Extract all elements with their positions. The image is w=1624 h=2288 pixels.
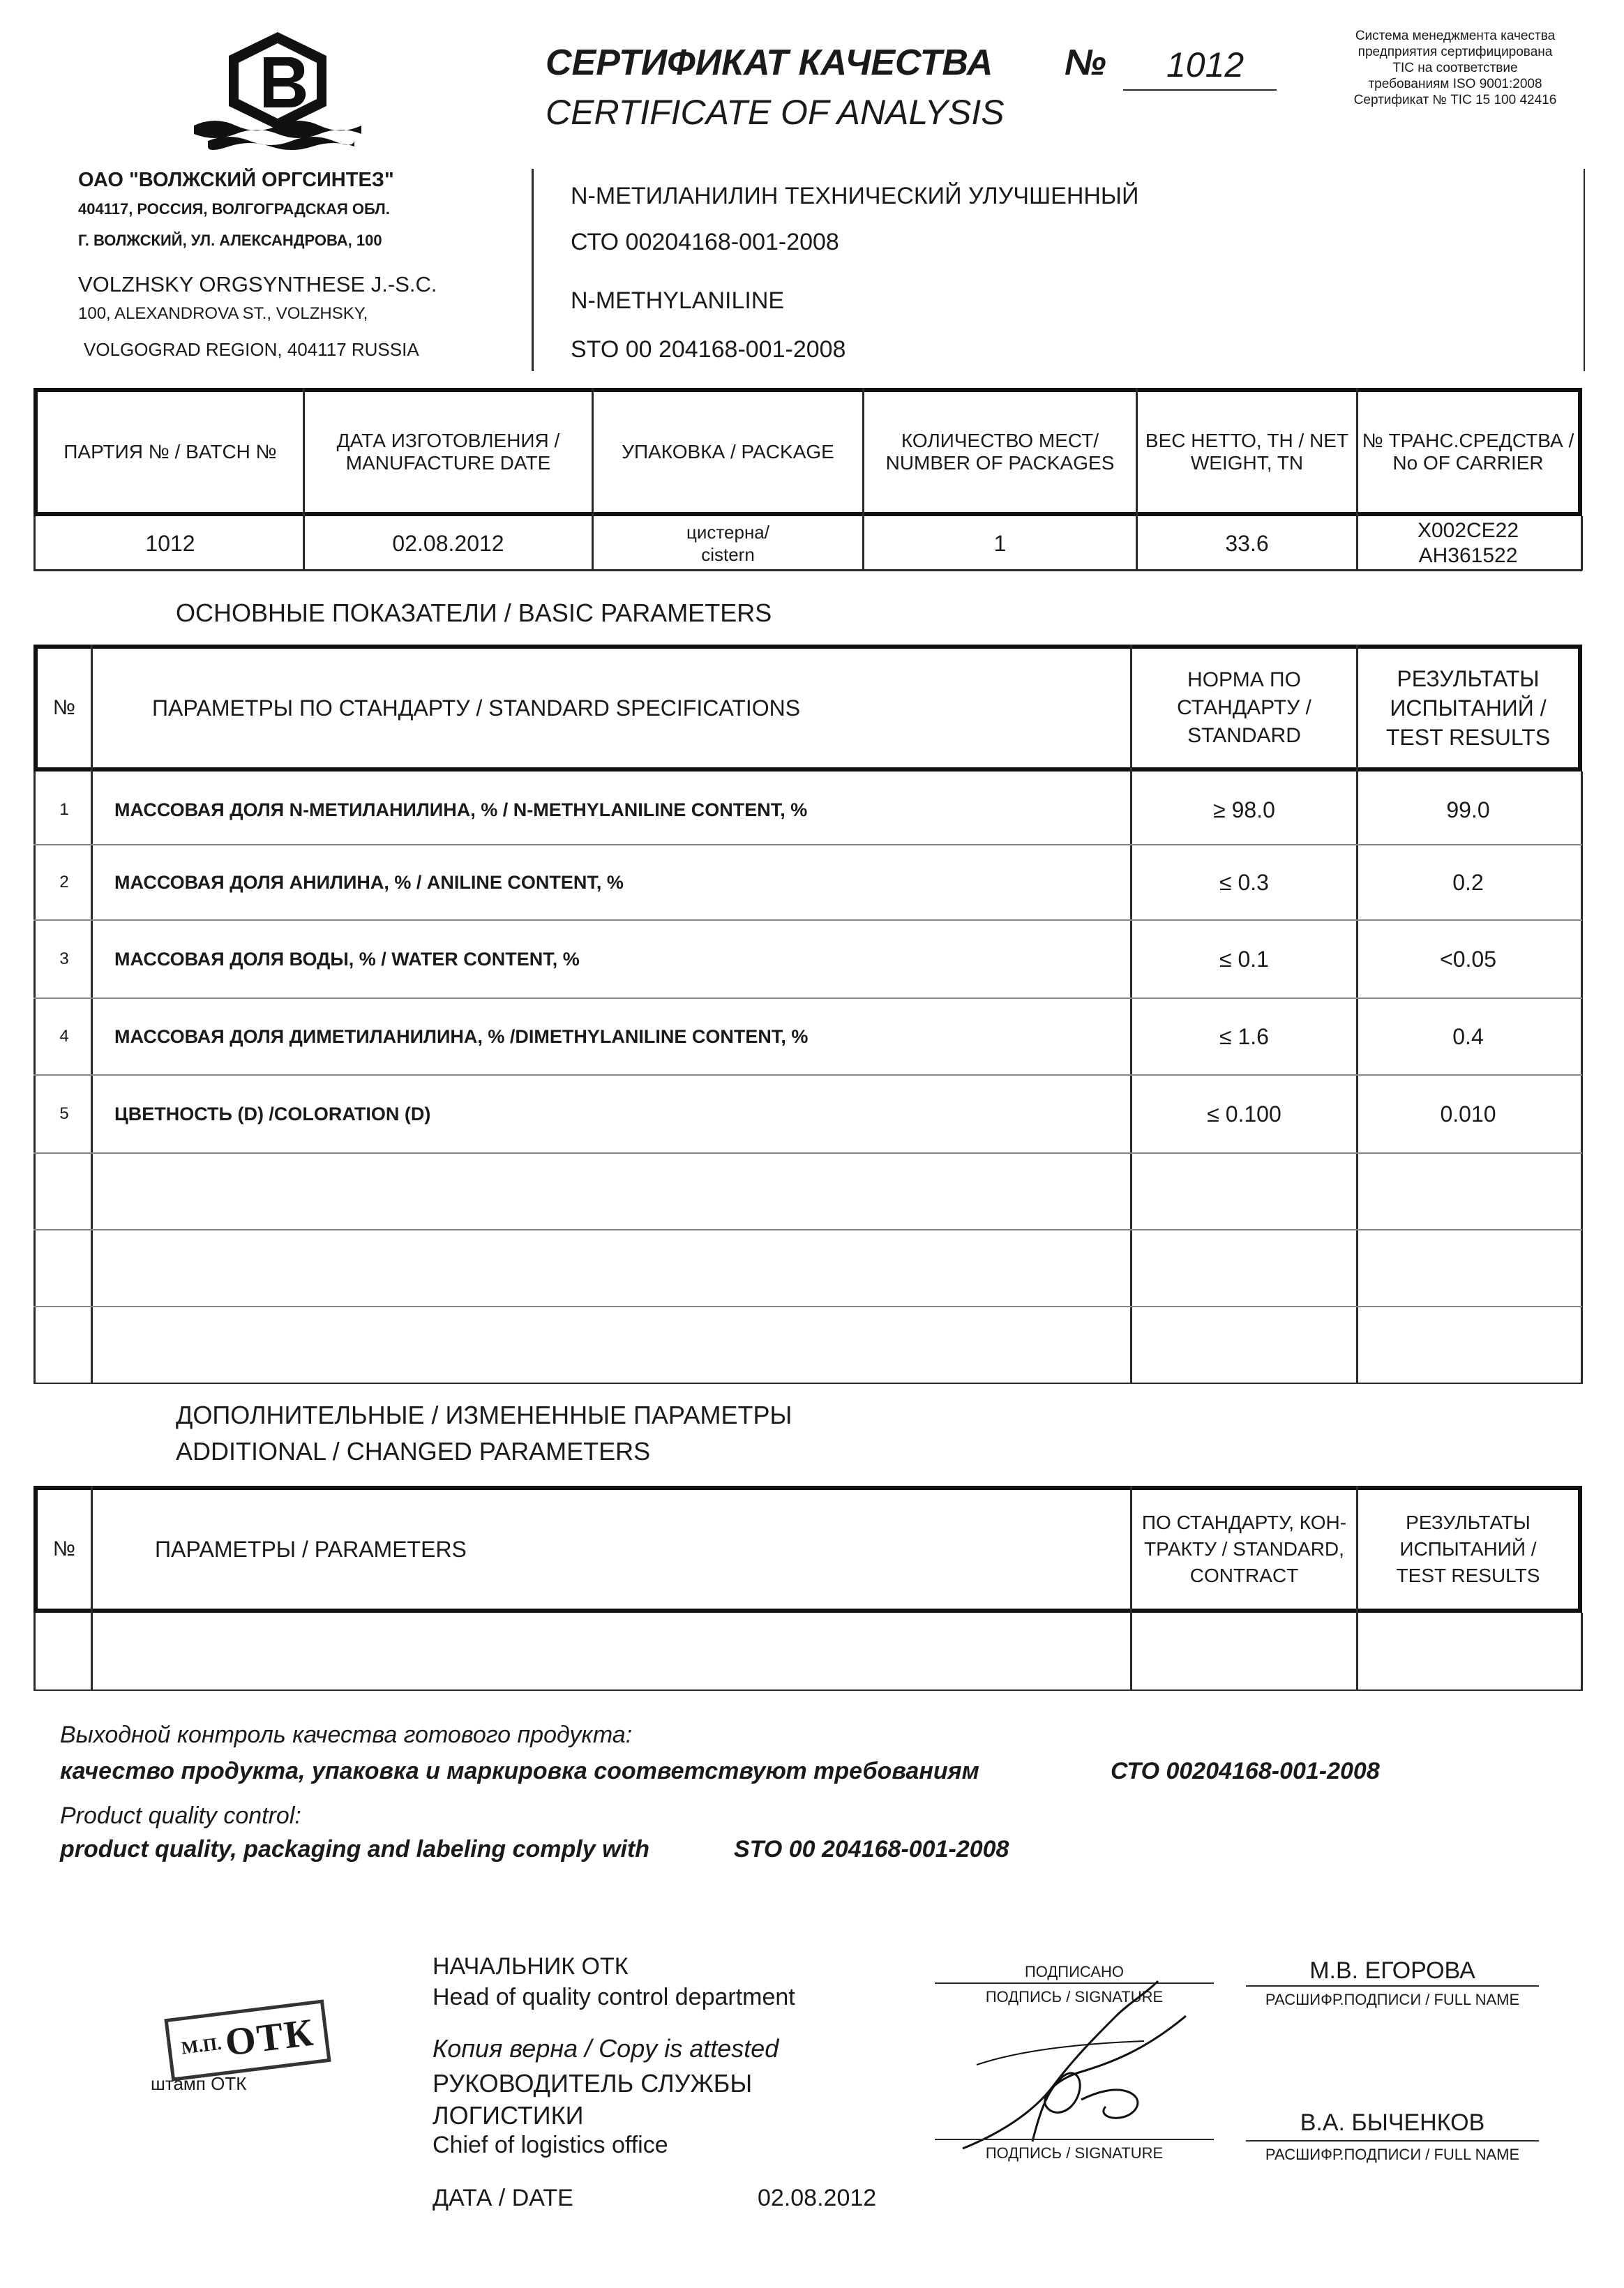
table-row-no: 5 (59, 1104, 69, 1123)
result-header-line: ИСПЫТАНИЙ / (1399, 1538, 1537, 1560)
batch-header-batch-no: ПАРТИЯ № / BATCH № (63, 441, 277, 462)
additional-col-divider (91, 1486, 93, 1691)
control-line-ru-2: качество продукта, упаковка и маркировка соответствуют требованиям (60, 1758, 979, 1784)
result-header-line: РЕЗУЛЬТАТЫ (1406, 1512, 1531, 1533)
batch-header-carrier: № ТРАНС.СРЕДСТВА / No OF CARRIER (1362, 430, 1574, 474)
qc-head-title-ru: НАЧАЛЬНИК ОТК (433, 1953, 629, 1980)
certificate-number: 1012 (1166, 45, 1245, 84)
product-block-divider (532, 169, 534, 371)
date-value: 02.08.2012 (758, 2185, 877, 2211)
table-row-param: ЦВЕТНОСТЬ (D) /COLORATION (D) (114, 1103, 431, 1124)
qc-head-title-en: Head of quality control department (433, 1984, 795, 2010)
product-name-ru: N-МЕТИЛАНИЛИН ТЕХНИЧЕСКИЙ УЛУЧШЕННЫЙ (571, 183, 1139, 209)
qms-line: предприятия сертифицирована (1358, 45, 1553, 59)
control-standard-ru: СТО 00204168-001-2008 (1111, 1758, 1380, 1784)
fullname-label-1: РАСШИФР.ПОДПИСИ / FULL NAME (1265, 1991, 1520, 2008)
carrier-value (1358, 519, 1578, 568)
company-address-en-1: 100, ALEXANDROVA ST., VOLZHSKY, (78, 304, 368, 323)
qms-line: Система менеджмента качества (1355, 29, 1556, 43)
qms-line: TIC на соответствие (1392, 61, 1518, 75)
additional-table-left-edge (33, 1613, 36, 1691)
product-standard-ru: СТО 00204168-001-2008 (571, 229, 839, 255)
row-divider (33, 1229, 1582, 1230)
stamp-otk: ОТК (223, 2010, 317, 2065)
company-logo (187, 28, 368, 150)
batch-header-package: УПАКОВКА / PACKAGE (622, 441, 834, 462)
otk-stamp (164, 1999, 331, 2081)
package-value-en: cistern (701, 544, 755, 565)
batch-header-net-weight: ВЕС НЕТТО, ТН / NET WEIGHT, TN (1145, 430, 1349, 474)
signatory-name-2: В.А. БЫЧЕНКОВ (1300, 2109, 1485, 2136)
control-line-en-1: Product quality control: (60, 1802, 301, 1829)
additional-col-standard-header (1132, 1490, 1356, 1609)
basic-col-no-header: № (52, 696, 76, 719)
basic-table-left-edge (33, 772, 36, 1384)
batch-header-manufacture-date: ДАТА ИЗГОТОВЛЕНИЯ / MANUFACTURE DATE (336, 430, 560, 474)
qms-line: Сертификат № TIC 15 100 42416 (1353, 93, 1557, 107)
signature-label-1: ПОДПИСЬ / SIGNATURE (985, 1988, 1164, 2005)
manufacture-date-value: 02.08.2012 (392, 530, 504, 556)
certificate-number-label: № (1065, 43, 1106, 83)
signatory-name-1: М.В. ЕГОРОВА (1309, 1957, 1475, 1984)
table-row-result: <0.05 (1440, 946, 1496, 972)
batch-table-right-edge (1581, 516, 1583, 571)
logistics-title-ru-2: ЛОГИСТИКИ (433, 2101, 584, 2130)
control-line-ru-1: Выходной контроль качества готового продукта: (60, 1722, 633, 1748)
additional-title-en: ADDITIONAL / CHANGED PARAMETERS (176, 1437, 651, 1466)
fullname-label-2: РАСШИФР.ПОДПИСИ / FULL NAME (1265, 2146, 1520, 2163)
certificate-number-underline (1123, 89, 1277, 91)
product-block-right-edge (1584, 169, 1585, 371)
standard-header-line: ПО СТАНДАРТУ, КОН- (1141, 1512, 1347, 1533)
table-row-result: 0.010 (1440, 1101, 1496, 1127)
table-row-no: 1 (59, 800, 69, 819)
product-name-en: N-METHYLANILINE (571, 287, 785, 314)
table-row-norm: ≤ 0.100 (1207, 1101, 1281, 1127)
stamp-label: штамп ОТК (151, 2073, 247, 2094)
copy-attested: Копия верна / Copy is attested (433, 2034, 779, 2063)
table-row-result: 0.2 (1452, 869, 1484, 895)
result-header-line: ИСПЫТАНИЙ / (1390, 695, 1547, 721)
table-row-result: 0.4 (1452, 1023, 1484, 1049)
table-row-param: МАССОВАЯ ДОЛЯ АНИЛИНА, % / ANILINE CONTENT, % (114, 871, 624, 893)
qms-certification-note (1318, 28, 1592, 108)
signature-label-2: ПОДПИСЬ / SIGNATURE (985, 2144, 1164, 2162)
additional-col-result-header (1358, 1490, 1578, 1609)
company-name-ru: ОАО "ВОЛЖСКИЙ ОРГСИНТЕЗ" (78, 169, 394, 191)
product-standard-en: STO 00 204168-001-2008 (571, 336, 846, 363)
table-row-param: МАССОВАЯ ДОЛЯ ДИМЕТИЛАНИЛИНА, % /DIMETHYLANILINE CONTENT, % (114, 1025, 809, 1047)
result-header-line: TEST RESULTS (1385, 725, 1551, 750)
stamp-mp: М.П. (180, 2033, 223, 2059)
basic-col-result-header (1358, 649, 1578, 767)
table-row-no: 2 (59, 873, 69, 891)
name-line-1 (1246, 1985, 1539, 1987)
basic-parameters-title: ОСНОВНЫЕ ПОКАЗАТЕЛИ / BASIC PARAMETERS (176, 599, 772, 627)
standard-header-line: ТРАКТУ / STANDARD, (1144, 1538, 1344, 1560)
table-row-norm: ≤ 1.6 (1219, 1023, 1269, 1049)
certificate-title-ru: СЕРТИФИКАТ КАЧЕСТВА (546, 43, 993, 83)
logistics-title-en: Chief of logistics office (433, 2132, 668, 2158)
signature-line-2 (935, 2139, 1214, 2140)
company-address-ru-2: Г. ВОЛЖСКИЙ, УЛ. АЛЕКСАНДРОВА, 100 (78, 232, 382, 249)
company-address-en-2: VOLGOGRAD REGION, 404117 RUSSIA (84, 339, 419, 360)
additional-col-no-header: № (52, 1537, 76, 1560)
table-row-no: 4 (59, 1027, 69, 1046)
basic-table-right-edge (1581, 772, 1583, 1384)
package-value-ru: цистерна/ (686, 522, 769, 543)
carrier-value-2: AH361522 (1418, 544, 1518, 567)
date-label: ДАТА / DATE (433, 2185, 573, 2211)
company-address-ru-1: 404117, РОССИЯ, ВОЛГОГРАДСКАЯ ОБЛ. (78, 200, 390, 218)
norm-header-line: СТАНДАРТУ / (1177, 696, 1311, 719)
row-divider (33, 1306, 1582, 1307)
table-row-norm: ≤ 0.3 (1219, 869, 1269, 895)
qms-line: требованиям ISO 9001:2008 (1368, 77, 1542, 91)
batch-table-bottom (33, 569, 1582, 571)
carrier-value-1: X002CE22 (1417, 519, 1519, 542)
company-name-en: VOLZHSKY ORGSYNTHESE J.-S.C. (78, 272, 437, 296)
additional-col-param-header: ПАРАМЕТРЫ / PARAMETERS (155, 1536, 467, 1562)
table-row-param: МАССОВАЯ ДОЛЯ N-МЕТИЛАНИЛИНА, % / N-METHYLANILINE CONTENT, % (114, 799, 808, 820)
number-of-packages-value: 1 (993, 530, 1007, 556)
result-header-line: TEST RESULTS (1396, 1565, 1540, 1586)
basic-col-norm-header (1132, 649, 1356, 767)
handwritten-signature (935, 1974, 1242, 2162)
name-line-2 (1246, 2140, 1539, 2142)
standard-header-line: CONTRACT (1189, 1565, 1299, 1586)
additional-table-bottom (33, 1689, 1582, 1691)
basic-table-bottom (33, 1383, 1582, 1384)
table-row-norm: ≤ 0.1 (1219, 946, 1269, 972)
additional-title-ru: ДОПОЛНИТЕЛЬНЫЕ / ИЗМЕНЕННЫЕ ПАРАМЕТРЫ (176, 1401, 792, 1429)
batch-table-left-edge (33, 516, 36, 571)
additional-table-right-edge (1581, 1613, 1583, 1691)
certificate-title-en: CERTIFICATE OF ANALYSIS (546, 93, 1005, 132)
control-line-en-2: product quality, packaging and labeling comply with (60, 1836, 650, 1862)
table-row-norm: ≥ 98.0 (1213, 797, 1275, 822)
norm-header-line: STANDARD (1187, 724, 1301, 747)
norm-header-line: НОРМА ПО (1187, 668, 1301, 691)
logistics-title-ru-1: РУКОВОДИТЕЛЬ СЛУЖБЫ (433, 2069, 753, 2098)
row-divider (33, 1152, 1582, 1154)
table-row-result: 99.0 (1446, 797, 1490, 822)
batch-header-number-of-packages: КОЛИЧЕСТВО МЕСТ/ NUMBER OF PACKAGES (885, 430, 1115, 474)
result-header-line: РЕЗУЛЬТАТЫ (1397, 666, 1540, 691)
table-row-no: 3 (59, 949, 69, 968)
batch-value: 1012 (145, 530, 195, 556)
basic-col-param-header: ПАРАМЕТРЫ ПО СТАНДАРТУ / STANDARD SPECIFICATIONS (152, 695, 801, 721)
signed-note: ПОДПИСАНО (1024, 1963, 1125, 1980)
net-weight-value: 33.6 (1225, 530, 1269, 556)
basic-col-divider (91, 645, 93, 1384)
table-row-param: МАССОВАЯ ДОЛЯ ВОДЫ, % / WATER CONTENT, % (114, 948, 580, 970)
package-value (594, 519, 862, 568)
control-standard-en: STO 00 204168-001-2008 (734, 1836, 1009, 1862)
